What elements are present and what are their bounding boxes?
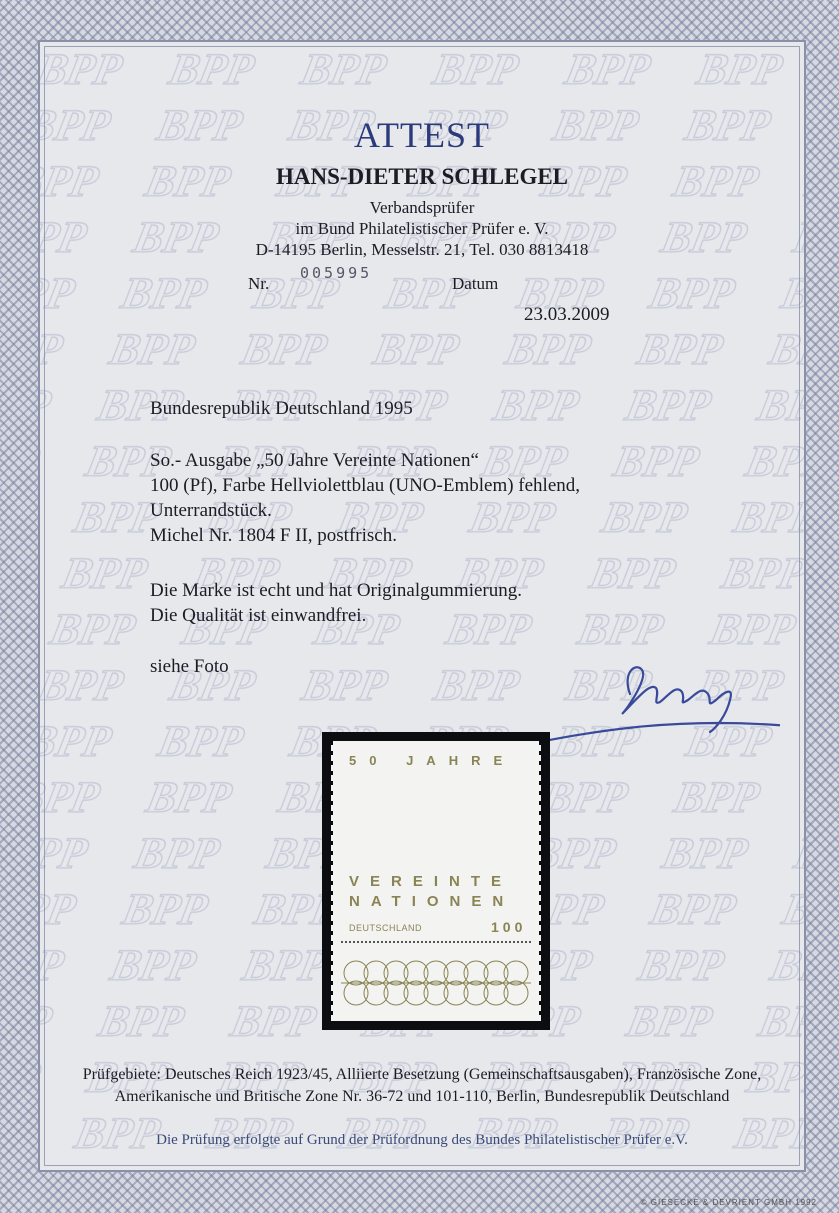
examination-areas-line: Prüfgebiete: Deutsches Reich 1923/45, Alliierte Besetzung (Gemeinschaftsausgaben), Französische Zone,: [82, 1066, 762, 1083]
signature-image: [510, 642, 780, 752]
printer-copyright: © GIESECKE & DEVRIENT GMBH 1992: [640, 1198, 817, 1207]
assessment-line: Die Marke ist echt und hat Originalgummierung.: [150, 580, 522, 601]
stamp-country: DEUTSCHLAND: [349, 923, 423, 933]
date-label: Datum: [452, 274, 499, 293]
examination-areas-line: Amerikanische und Britische Zone Nr. 36-72 und 101-110, Berlin, Bundesrepublik Deutschland: [114, 1088, 730, 1105]
issue-line: So.- Ausgabe „50 Jahre Vereinte Nationen“: [150, 450, 479, 471]
stamp-top-text: 50 JAHRE: [349, 753, 516, 768]
certificate-date: 23.03.2009: [524, 304, 610, 325]
stamp: [331, 741, 541, 1021]
stamp-line-1: VEREINTE: [349, 873, 513, 890]
stamp-perforation: [329, 741, 333, 1021]
photo-note: siehe Foto: [150, 656, 229, 677]
certificate-sheet: [38, 40, 806, 1172]
examiner-address: D-14195 Berlin, Messelstr. 21, Tel. 030 8813418: [255, 240, 589, 259]
issue-line: Michel Nr. 1804 F II, postfrisch.: [150, 525, 397, 546]
assessment: [150, 578, 522, 628]
issue-line: Unterrandstück.: [150, 500, 272, 521]
attest-heading: ATTEST: [354, 115, 490, 155]
stamp-margin-perforation: [341, 941, 531, 943]
assessment-line: Die Qualität ist einwandfrei.: [150, 605, 367, 626]
examiner-association: im Bund Philatelistischer Prüfer e. V.: [295, 219, 549, 238]
nr-label: Nr.: [248, 274, 270, 293]
issue-description: [150, 448, 580, 548]
country-year: Bundesrepublik Deutschland 1995: [150, 398, 413, 419]
stamp-line-2: NATIONEN: [349, 893, 515, 910]
stamp-margin-ornament: [341, 953, 531, 1013]
stamp-value: 100: [491, 919, 527, 935]
examination-rules-note: Die Prüfung erfolgte auf Grund der Prüfordnung des Bundes Philatelistischer Prüfer e.V.: [156, 1132, 688, 1148]
examination-areas: [40, 1064, 804, 1108]
certificate-number: 005995: [300, 264, 373, 282]
stamp-photo: [322, 732, 550, 1030]
examiner-role: Verbandsprüfer: [369, 198, 475, 217]
stamp-perforation: [539, 741, 543, 1021]
examiner-name: HANS-DIETER SCHLEGEL: [275, 164, 569, 189]
issue-line: 100 (Pf), Farbe Hellviolettblau (UNO-Emblem) fehlend,: [150, 475, 581, 496]
